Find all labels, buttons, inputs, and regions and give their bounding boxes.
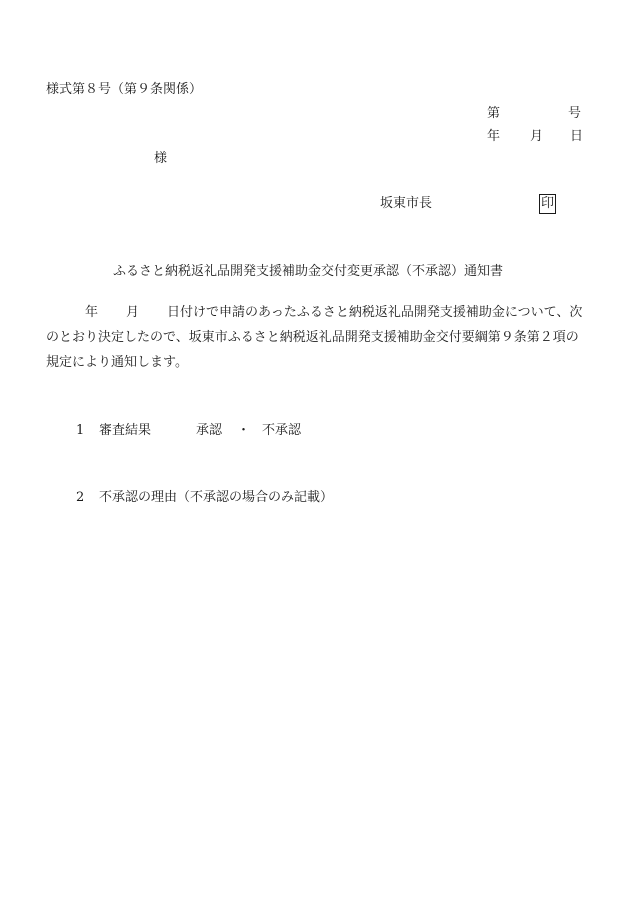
document-number-prefix: 第 <box>487 106 501 121</box>
body-month: 月 <box>126 305 140 320</box>
recipient-suffix: 様 <box>154 151 168 166</box>
form-number: 様式第８号（第９条関係） <box>46 82 203 97</box>
date-year: 年 <box>487 129 501 144</box>
result-separator: ・ <box>237 423 251 438</box>
result-approve-option: 承認 <box>196 423 223 438</box>
body-year: 年 <box>85 305 99 320</box>
body-text: 日付けで申請のあったふるさと納税返礼品開発支援補助金について、次のとおり決定したので、坂東市ふるさと納税返礼品開発支援補助金交付要綱第９条第２項の規定により通知します。 <box>46 305 583 370</box>
document-title: ふるさと納税返礼品開発支援補助金交付変更承認（不承認）通知書 <box>113 264 504 279</box>
seal-box: 印 <box>539 194 556 214</box>
body-paragraph <box>46 300 586 375</box>
item-2-label: 不承認の理由（不承認の場合のみ記載） <box>99 490 334 505</box>
date-month: 月 <box>530 129 544 144</box>
item-1-label: 審査結果 <box>99 423 152 438</box>
result-reject-option: 不承認 <box>262 423 302 438</box>
issuer-name: 坂東市長 <box>380 196 433 211</box>
date-day: 日 <box>570 129 584 144</box>
item-1-number: 1 <box>76 423 85 438</box>
document-number-suffix: 号 <box>568 106 582 121</box>
item-2-number: 2 <box>76 490 85 505</box>
seal-mark <box>539 194 556 214</box>
